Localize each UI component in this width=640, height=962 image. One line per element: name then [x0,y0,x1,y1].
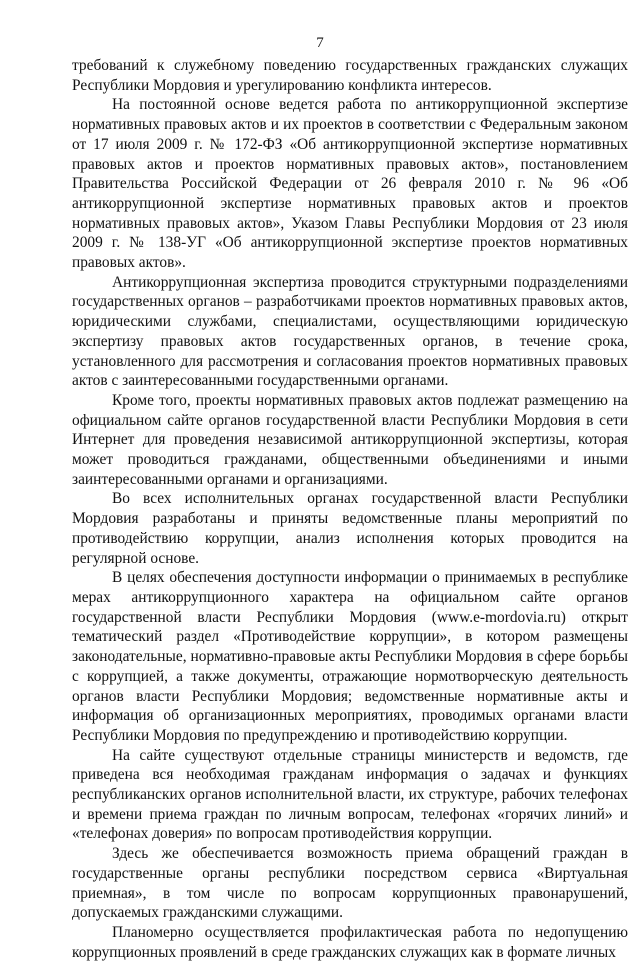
paragraph-continuation: требований к служебному поведению государственных гражданских служащих Республики Мордовия и урегулированию конфликта интересов. [72,57,628,94]
paragraph-department-plans: Во всех исполнительных органах государственной власти Республики Мордовия разработаны и приняты ведомственные планы мероприятий по противодействию коррупции, анализ исполнения которых проводится на регулярной основе. [72,490,628,567]
paragraph-prevention-work: Планомерно осуществляется профилактическая работа по недопущению коррупционных проявлений в среде гражданских служащих как в формате личных [72,923,628,961]
page-number: 7 [316,35,324,51]
paragraph-draft-publication: Кроме того, проекты нормативных правовых актов подлежат размещению на официальном сайте органов государственной власти Республики Мордовия в сети Интернет для проведения независимой антикоррупционной экспертизы, которая может проводиться гражданами, общественными объединениями и иными заинтересованными органами и организациями. [72,391,628,488]
paragraph-ministry-pages: На сайте существуют отдельные страницы министерств и ведомств, где приведена вся необходимая гражданам информация о задачах и функциях республиканских органов исполнительной власти, их структуре, рабочих телефонах и времени приема граждан по личным вопросам, телефонах «горячих линий» и «телефонах доверия» по вопросам противодействия коррупции. [72,746,628,843]
paragraph-virtual-reception: Здесь же обеспечивается возможность приема обращений граждан в государственные органы республики посредством сервиса «Виртуальная приемная», в том числе по вопросам коррупционных правонарушений, допускаемых гражданскими служащими. [72,845,628,922]
paragraph-expertise-conducted: Антикоррупционная экспертиза проводится структурными подразделениями государственных органов – разработчиками проектов нормативных правовых актов, юридическими службами, специалистами, осуществляющими юридическую экспертизу правовых актов государственных органов, в течение срока, установленного для рассмотрения и согласования проектов нормативных правовых актов с заинтересованными государственными органами. [72,273,628,390]
paragraph-anticorruption-expertise: На постоянной основе ведется работа по антикоррупционной экспертизе нормативных правовых актов и их проектов в соответствии с Федеральным законом от 17 июля 2009 г. № 172-ФЗ «Об антикоррупционной экспертизе нормативных правовых актов и проектов нормативных правовых актов», постановлением Правительства Российской Федерации от 26 февраля 2010 г. № 96 «Об антикоррупционной экспертизе нормативных правовых актов и проектов нормативных правовых актов», Указом Главы Республики Мордовия от 23 июля 2009 г. № 138-УГ «Об антикоррупционной экспертизе проектов нормативных правовых актов». [72,96,628,272]
paragraph-website-section: В целях обеспечения доступности информации о принимаемых в республике мерах антикоррупционного характера на официальном сайте органов государственной власти Республики Мордовия (www.e-mordovia.ru) открыт тематический раздел «Противодействие коррупции», в котором размещены законодательные, нормативно-правовые акты Республики Мордовия в сфере борьбы с коррупцией, а также документы, отражающие нормотворческую деятельность органов власти Республики Мордовия; ведомственные нормативные акты и информация об организационных мероприятиях, проводимых органами власти Республики Мордовия по предупреждению и противодействию коррупции. [72,569,628,744]
document-body [72,56,628,962]
